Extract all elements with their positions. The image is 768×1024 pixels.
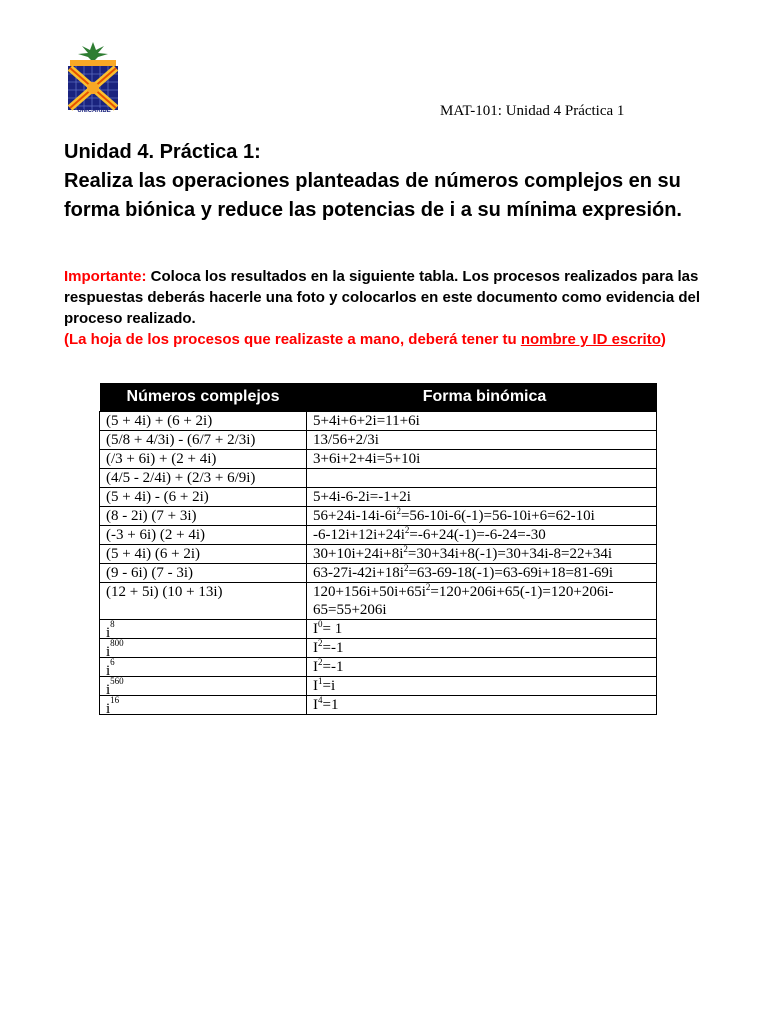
important-text: Coloca los resultados en la siguiente tabla. Los procesos realizados para las respuestas deberás hacerle una foto y colocarlos en este documento como evidencia del proceso realizado.: [64, 268, 701, 327]
expression-cell: (5 + 4i) + (6 + 2i): [100, 412, 307, 431]
power-result-exponent: 2: [318, 638, 323, 648]
power-exponent: 16: [110, 695, 120, 705]
result-part: =63-69-18(-1)=63-69i+18=81-69i: [408, 565, 614, 581]
table-row: [100, 583, 657, 620]
handwritten-note: [64, 329, 724, 350]
table-row: [100, 564, 657, 583]
power-cell: [100, 639, 307, 658]
power-base: i: [106, 682, 111, 698]
result-exponent: 2: [403, 563, 409, 573]
expression-cell: (5 + 4i) (6 + 2i): [100, 545, 307, 564]
table-row: [100, 545, 657, 564]
power-base: i: [106, 701, 111, 717]
expression-cell: (5/8 + 4/3i) - (6/7 + 2/3i): [100, 431, 307, 450]
logo-label: UNICARIBE: [77, 108, 111, 114]
table-row: [100, 412, 657, 431]
power-result-cell: [307, 677, 657, 696]
power-result-exponent: 1: [318, 676, 323, 686]
power-exponent: 8: [110, 619, 115, 629]
result-exponent: 2: [403, 544, 408, 554]
header-complex-numbers: Números complejos: [100, 383, 307, 412]
instructions: [64, 266, 724, 350]
power-result-base: I: [313, 621, 318, 637]
table-row: [100, 431, 657, 450]
power-result-base: I: [313, 640, 318, 656]
power-row: [100, 696, 657, 715]
note-name-id: nombre y ID escrito: [520, 331, 661, 348]
power-result-value: =-1: [322, 640, 344, 656]
result-part: -6-12i+12i+24i: [313, 527, 405, 543]
table-row: [100, 507, 657, 526]
result-exponent: 2: [425, 582, 431, 592]
result-exponent: 2: [396, 506, 401, 516]
power-exponent: 800: [110, 638, 124, 648]
result-exponent: 2: [404, 525, 410, 535]
result-part: 63-27i-42i+18i: [313, 565, 404, 581]
power-result-value: =i: [322, 678, 336, 694]
expression-cell: (8 - 2i) (7 + 3i): [100, 507, 307, 526]
expression-cell: (-3 + 6i) (2 + 4i): [100, 526, 307, 545]
table-row: [100, 450, 657, 469]
power-row: [100, 639, 657, 658]
power-base: i: [106, 663, 111, 679]
power-row: [100, 658, 657, 677]
result-part: 56+24i-14i-6i: [313, 508, 397, 524]
power-result-cell: [307, 658, 657, 677]
power-result-cell: [307, 696, 657, 715]
power-exponent: 560: [110, 676, 124, 686]
result-part: =120+206i+65(-1)=120+206i-65=55+206i: [313, 584, 614, 618]
power-result-cell: [307, 639, 657, 658]
important-label: Importante:: [64, 268, 147, 285]
result-cell: [307, 545, 657, 564]
power-cell: [100, 677, 307, 696]
result-part: 120+156i+50i+65i: [313, 584, 426, 600]
results-table: [99, 383, 657, 715]
power-result-cell: [307, 620, 657, 639]
power-row: [100, 677, 657, 696]
expression-cell: (4/5 - 2/4i) + (2/3 + 6/9i): [100, 469, 307, 488]
expression-cell: (9 - 6i) (7 - 3i): [100, 564, 307, 583]
result-part: 30+10i+24i+8i: [313, 546, 404, 562]
power-result-value: =-1: [322, 659, 344, 675]
expression-cell: (12 + 5i) (10 + 13i): [100, 583, 307, 620]
expression-cell: (5 + 4i) - (6 + 2i): [100, 488, 307, 507]
table-header-row: [100, 383, 657, 412]
result-cell: [307, 526, 657, 545]
result-cell: [307, 469, 657, 488]
power-row: [100, 620, 657, 639]
power-exponent: 6: [110, 657, 115, 667]
result-cell: 5+4i-6-2i=-1+2i: [307, 488, 657, 507]
power-cell: [100, 658, 307, 677]
power-result-base: I: [313, 678, 318, 694]
power-cell: [100, 696, 307, 715]
title-line-1: Unidad 4. Práctica 1:: [64, 141, 261, 163]
note-end: ): [660, 331, 666, 348]
power-result-base: I: [313, 697, 318, 713]
table-row: [100, 526, 657, 545]
note-start: (La hoja de los procesos que realizaste a mano, deberá tener tu: [64, 331, 521, 348]
expression-cell: (/3 + 6i) + (2 + 4i): [100, 450, 307, 469]
result-cell: 13/56+2/3i: [307, 431, 657, 450]
result-part: =-6+24(-1)=-6-24=-30: [409, 527, 546, 543]
table-row: [100, 469, 657, 488]
title-line-2: Realiza las operaciones planteadas de números complejos en su forma biónica y reduce las potencias de i a su mínima expresión.: [64, 170, 682, 221]
result-cell: [307, 507, 657, 526]
course-reference: MAT-101: Unidad 4 Práctica 1: [440, 103, 625, 119]
result-part: =30+34i+8(-1)=30+34i-8=22+34i: [407, 546, 613, 562]
power-result-value: =1: [322, 697, 339, 713]
power-result-exponent: 4: [318, 695, 323, 705]
power-result-exponent: 0: [318, 619, 323, 629]
power-cell: [100, 620, 307, 639]
power-base: i: [106, 625, 111, 641]
page-title: [64, 138, 724, 225]
power-result-base: I: [313, 659, 318, 675]
result-cell: [307, 583, 657, 620]
power-base: i: [106, 644, 111, 660]
power-result-value: = 1: [322, 621, 343, 637]
result-cell: 3+6i+2+4i=5+10i: [307, 450, 657, 469]
power-result-exponent: 2: [318, 657, 323, 667]
result-part: =56-10i-6(-1)=56-10i+6=62-10i: [400, 508, 595, 524]
result-cell: [307, 564, 657, 583]
table-row: [100, 488, 657, 507]
result-cell: 5+4i+6+2i=11+6i: [307, 412, 657, 431]
header-binomial-form: Forma binómica: [307, 383, 657, 412]
